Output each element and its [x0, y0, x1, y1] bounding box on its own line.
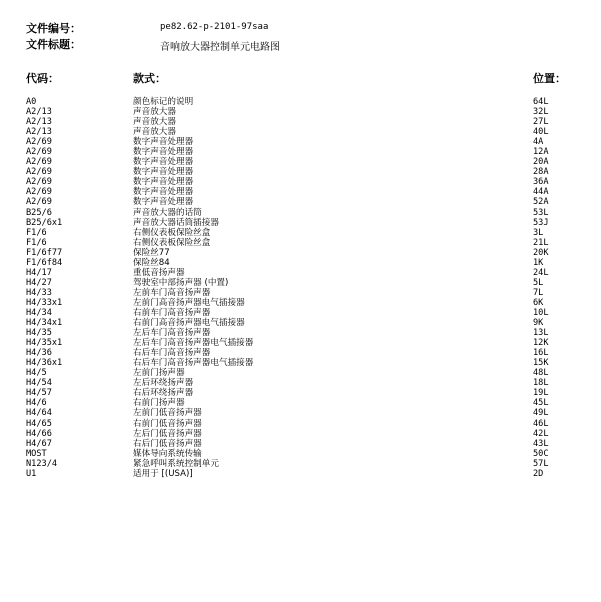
row-code: H4/54 [26, 378, 52, 389]
row-code: H4/35x1 [26, 338, 63, 349]
row-desc: 右侧仪表板保险丝盒 [133, 227, 211, 238]
doc-title-value: 音响放大器控制单元电路图 [160, 42, 280, 53]
row-pos: 44A [533, 187, 549, 198]
table-row [0, 117, 601, 127]
row-pos: 49L [533, 408, 549, 419]
row-pos: 16L [533, 348, 549, 359]
doc-title-row [26, 36, 81, 52]
row-desc: 左后门低音扬声器 [133, 428, 202, 439]
row-code: H4/66 [26, 428, 52, 439]
row-desc: 左后环绕扬声器 [133, 378, 194, 389]
row-code: A2/69 [26, 157, 52, 168]
row-pos: 10L [533, 307, 549, 318]
row-desc: 右后门低音扬声器 [133, 438, 202, 449]
row-code: H4/34x1 [26, 318, 63, 329]
row-pos: 15K [533, 358, 549, 369]
row-desc: 声音放大器 [133, 127, 176, 138]
row-code: H4/65 [26, 418, 52, 429]
doc-number-row [26, 20, 81, 36]
row-code: A2/69 [26, 177, 52, 188]
row-pos: 4A [533, 137, 544, 148]
row-code: A2/69 [26, 137, 52, 148]
table-row [0, 348, 601, 358]
row-code: H4/36x1 [26, 358, 63, 369]
row-code: F1/6 [26, 237, 47, 248]
row-code: N123/4 [26, 458, 58, 469]
row-code: H4/34 [26, 307, 52, 318]
row-desc: 声音放大器的话筒 [133, 207, 202, 218]
row-code: B25/6x1 [26, 217, 63, 228]
row-desc: 数字声音处理器 [133, 197, 194, 208]
table-row [0, 167, 601, 177]
table-row [0, 137, 601, 147]
table-row [0, 228, 601, 238]
doc-title-label: 文件标题： [26, 38, 81, 51]
row-pos: 42L [533, 428, 549, 439]
row-code: U1 [26, 468, 37, 479]
row-desc: 声音放大器 [133, 117, 176, 128]
table-row [0, 268, 601, 278]
row-code: H4/27 [26, 277, 52, 288]
table-row [0, 248, 601, 258]
row-pos: 32L [533, 107, 549, 118]
doc-number-value: pe82.62-p-2101-97saa [160, 22, 269, 32]
row-desc: 重低音扬声器 [133, 267, 185, 278]
row-pos: 18L [533, 378, 549, 389]
table-row [0, 187, 601, 197]
row-code: A2/69 [26, 187, 52, 198]
table-row [0, 388, 601, 398]
row-pos: 46L [533, 418, 549, 429]
table-row [0, 449, 601, 459]
row-pos: 28A [533, 167, 549, 178]
table-row [0, 378, 601, 388]
row-pos: 64L [533, 97, 549, 107]
row-desc: 右后环绕扬声器 [133, 388, 194, 399]
row-code: F1/6f77 [26, 247, 63, 258]
row-pos: 9K [533, 318, 544, 329]
table-row [0, 157, 601, 167]
row-code: A2/69 [26, 147, 52, 158]
table-row [0, 288, 601, 298]
row-desc: 右后车门高音扬声器 [133, 348, 211, 359]
row-code: H4/57 [26, 388, 52, 399]
row-pos: 1K [533, 257, 544, 268]
row-code: A2/13 [26, 107, 52, 118]
row-code: H4/33 [26, 287, 52, 298]
table-row [0, 419, 601, 429]
row-code: F1/6 [26, 227, 47, 238]
row-desc: 左前门高音扬声器电气插接器 [133, 297, 245, 308]
row-code: A2/69 [26, 167, 52, 178]
row-pos: 53J [533, 217, 549, 228]
table-row [0, 429, 601, 439]
row-code: F1/6f84 [26, 257, 63, 268]
table-row [0, 368, 601, 378]
row-pos: 6K [533, 297, 544, 308]
row-code: H4/64 [26, 408, 52, 419]
column-header-desc: 款式： [133, 72, 166, 85]
table-row [0, 197, 601, 207]
row-pos: 53L [533, 207, 549, 218]
row-pos: 19L [533, 388, 549, 399]
table-row [0, 358, 601, 368]
table-row [0, 469, 601, 479]
row-desc: 数字声音处理器 [133, 177, 194, 188]
row-desc: 颜色标记的说明 [133, 97, 194, 107]
row-pos: 7L [533, 287, 544, 298]
row-code: H4/67 [26, 438, 52, 449]
row-pos: 5L [533, 277, 544, 288]
table-row [0, 147, 601, 157]
row-pos: 27L [533, 117, 549, 128]
row-desc: 右前门扬声器 [133, 398, 185, 409]
row-pos: 20K [533, 247, 549, 258]
row-pos: 20A [533, 157, 549, 168]
column-header-code: 代码： [26, 72, 59, 85]
table-row [0, 328, 601, 338]
column-header-pos: 位置： [533, 72, 566, 85]
table-row [0, 398, 601, 408]
row-code: A2/13 [26, 127, 52, 138]
table-row [0, 439, 601, 449]
row-code: MOST [26, 448, 47, 459]
row-desc: 左后车门高音扬声器 [133, 328, 211, 339]
table-row [0, 238, 601, 248]
row-pos: 50C [533, 448, 549, 459]
row-desc: 保险丝84 [133, 257, 170, 268]
row-desc: 数字声音处理器 [133, 167, 194, 178]
row-desc: 紧急呼叫系统控制单元 [133, 458, 219, 469]
row-desc: 右前门低音扬声器 [133, 418, 202, 429]
row-pos: 2D [533, 468, 544, 479]
table-row [0, 308, 601, 318]
table-row [0, 408, 601, 418]
table-row [0, 208, 601, 218]
row-desc: 左前车门高音扬声器 [133, 287, 211, 298]
row-pos: 43L [533, 438, 549, 449]
row-code: A2/13 [26, 117, 52, 128]
row-desc: 数字声音处理器 [133, 187, 194, 198]
table-row [0, 278, 601, 288]
component-table [0, 97, 601, 479]
row-desc: 左后车门高音扬声器电气插接器 [133, 338, 254, 349]
row-desc: 声音放大器 [133, 107, 176, 118]
row-code: H4/6 [26, 398, 47, 409]
row-pos: 12A [533, 147, 549, 158]
row-pos: 57L [533, 458, 549, 469]
table-row [0, 258, 601, 268]
table-row [0, 127, 601, 137]
row-pos: 3L [533, 227, 544, 238]
row-desc: 数字声音处理器 [133, 157, 194, 168]
doc-number-label: 文件编号： [26, 22, 81, 35]
row-desc: 右侧仪表板保险丝盒 [133, 237, 211, 248]
table-row [0, 177, 601, 187]
row-pos: 12K [533, 338, 549, 349]
table-row [0, 218, 601, 228]
row-code: B25/6 [26, 207, 52, 218]
row-code: H4/5 [26, 368, 47, 379]
row-pos: 45L [533, 398, 549, 409]
row-desc: 右前车门高音扬声器 [133, 307, 211, 318]
row-desc: 保险丝77 [133, 247, 170, 258]
table-row [0, 338, 601, 348]
row-desc: 数字声音处理器 [133, 137, 194, 148]
row-pos: 21L [533, 237, 549, 248]
row-pos: 40L [533, 127, 549, 138]
row-desc: 右后车门高音扬声器电气插接器 [133, 358, 254, 369]
row-desc: 适用于 [(USA)] [133, 468, 193, 479]
row-pos: 52A [533, 197, 549, 208]
row-desc: 驾驶室中部扬声器 (中置) [133, 277, 229, 288]
row-code: H4/36 [26, 348, 52, 359]
row-desc: 左前门扬声器 [133, 368, 185, 379]
row-desc: 左前门低音扬声器 [133, 408, 202, 419]
row-desc: 声音放大器话筒插接器 [133, 217, 219, 228]
row-code: A2/69 [26, 197, 52, 208]
table-row [0, 298, 601, 308]
row-code: A0 [26, 97, 37, 107]
row-pos: 48L [533, 368, 549, 379]
row-pos: 24L [533, 267, 549, 278]
row-desc: 媒体导向系统传输 [133, 448, 202, 459]
row-pos: 36A [533, 177, 549, 188]
row-code: H4/35 [26, 328, 52, 339]
table-row [0, 318, 601, 328]
table-row [0, 459, 601, 469]
table-row [0, 107, 601, 117]
row-desc: 右前门高音扬声器电气插接器 [133, 318, 245, 329]
row-desc: 数字声音处理器 [133, 147, 194, 158]
row-code: H4/33x1 [26, 297, 63, 308]
row-code: H4/17 [26, 267, 52, 278]
row-pos: 13L [533, 328, 549, 339]
table-row [0, 97, 601, 107]
